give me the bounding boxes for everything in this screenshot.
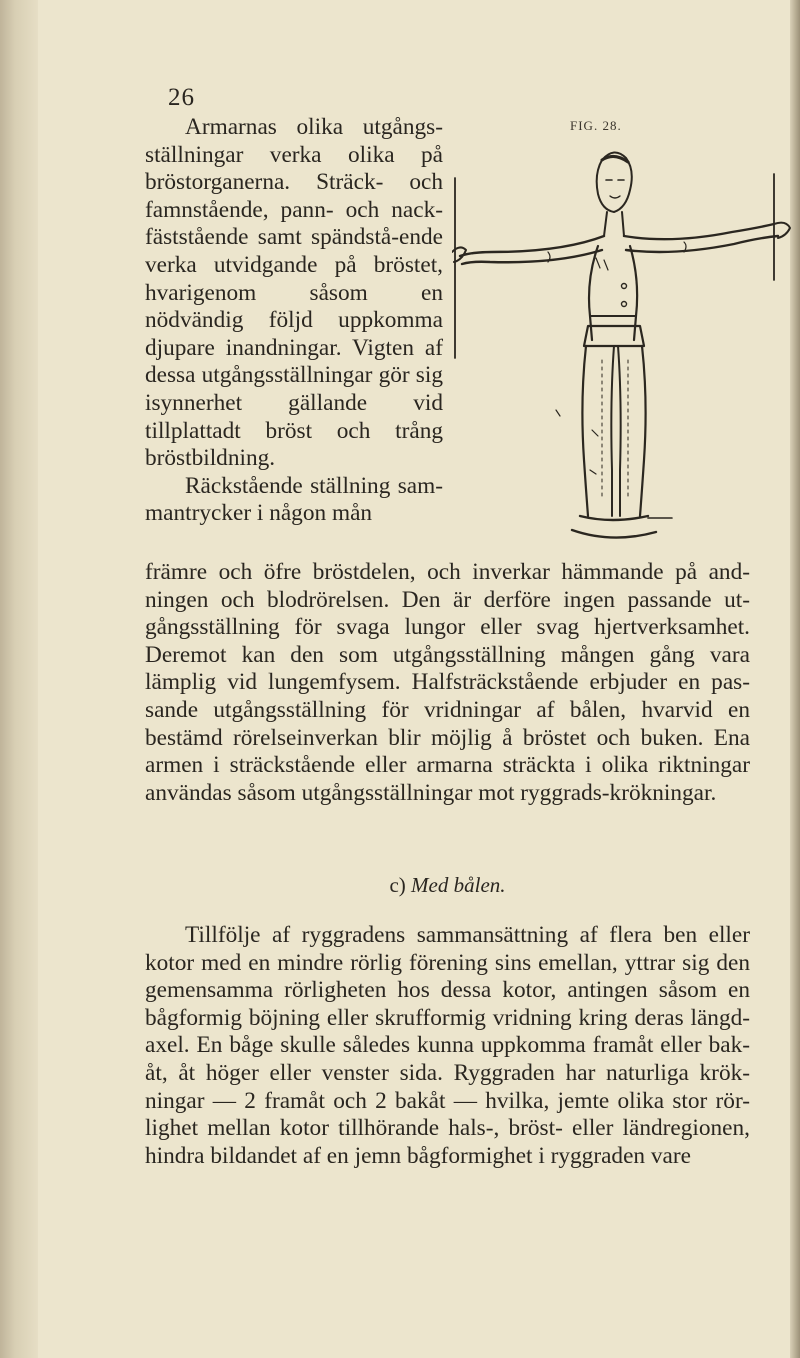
- section-heading-prefix: c): [389, 873, 406, 897]
- page-number: 26: [168, 84, 195, 111]
- paragraph-spine-mobility: Tillfölje af ryggradens sammansättning af flera ben eller kotor med en mindre rörlig förening sins emellan, yttrar sig den gemensamma rörligheten hos dessa kotor, antingen såsom en bågformig böjning eller skrufformig vridning kring deras längd-axel. En båge skulle således kunna uppkomma framåt eller bak-åt, åt höger eller venster sida. Ryggraden har naturliga krök-ningar — 2 framåt och 2 bakåt — hvilka, jemte olika stor rör-lighet mellan kotor tillhörande hals-, bröst- eller ländregionen, hindra bildandet af en jemn bågformighet i ryggraden vare: [145, 922, 750, 1169]
- text-column-full-width: [145, 559, 750, 807]
- figure-28-standing-figure-arms-extended: [452, 140, 792, 560]
- text-column-wrapped: [145, 114, 443, 528]
- figure-caption: FIG. 28.: [570, 118, 622, 133]
- text-section-trunk: [145, 922, 750, 1170]
- page-binding-edge: [0, 0, 38, 1358]
- section-heading: [145, 873, 750, 898]
- paragraph-reach-standing-continued: främre och öfre bröstdelen, och inverkar hämmande på and-ningen och blodrörelsen. Den är derföre ingen passande ut-gångsställning för svaga lungor eller svag hjertverksamhet. Deremot kan den som utgångsställning mången gång vara lämplig vid lungemfysem. Halfsträckstående erbjuder en pas-sande utgångsställning för vridningar af bålen, hvarvid en bestämd rörelseinverkan blir möjlig å bröstet och buken. Ena armen i sträckstående eller armarna sträckta i olika riktningar användas såsom utgångsställningar mot ryggrads-krökningar.: [145, 559, 750, 806]
- paragraph-arm-positions: Armarnas olika utgångs-ställningar verka olika på bröstorganerna. Sträck- och famnstående, pann- och nack-fäststående samt spändstå-ende verka utvidgande på bröstet, hvarigenom såsom en nödvändig följd uppkomma djupare inandningar. Vigten af dessa utgångsställningar gör sig isynnerhet gällande vid tillplattadt bröst och trång bröstbildning.: [145, 114, 443, 472]
- paragraph-reach-standing-start: Räckstående ställning sam-mantrycker i någon mån: [145, 472, 443, 527]
- section-heading-title: Med bålen.: [411, 873, 506, 897]
